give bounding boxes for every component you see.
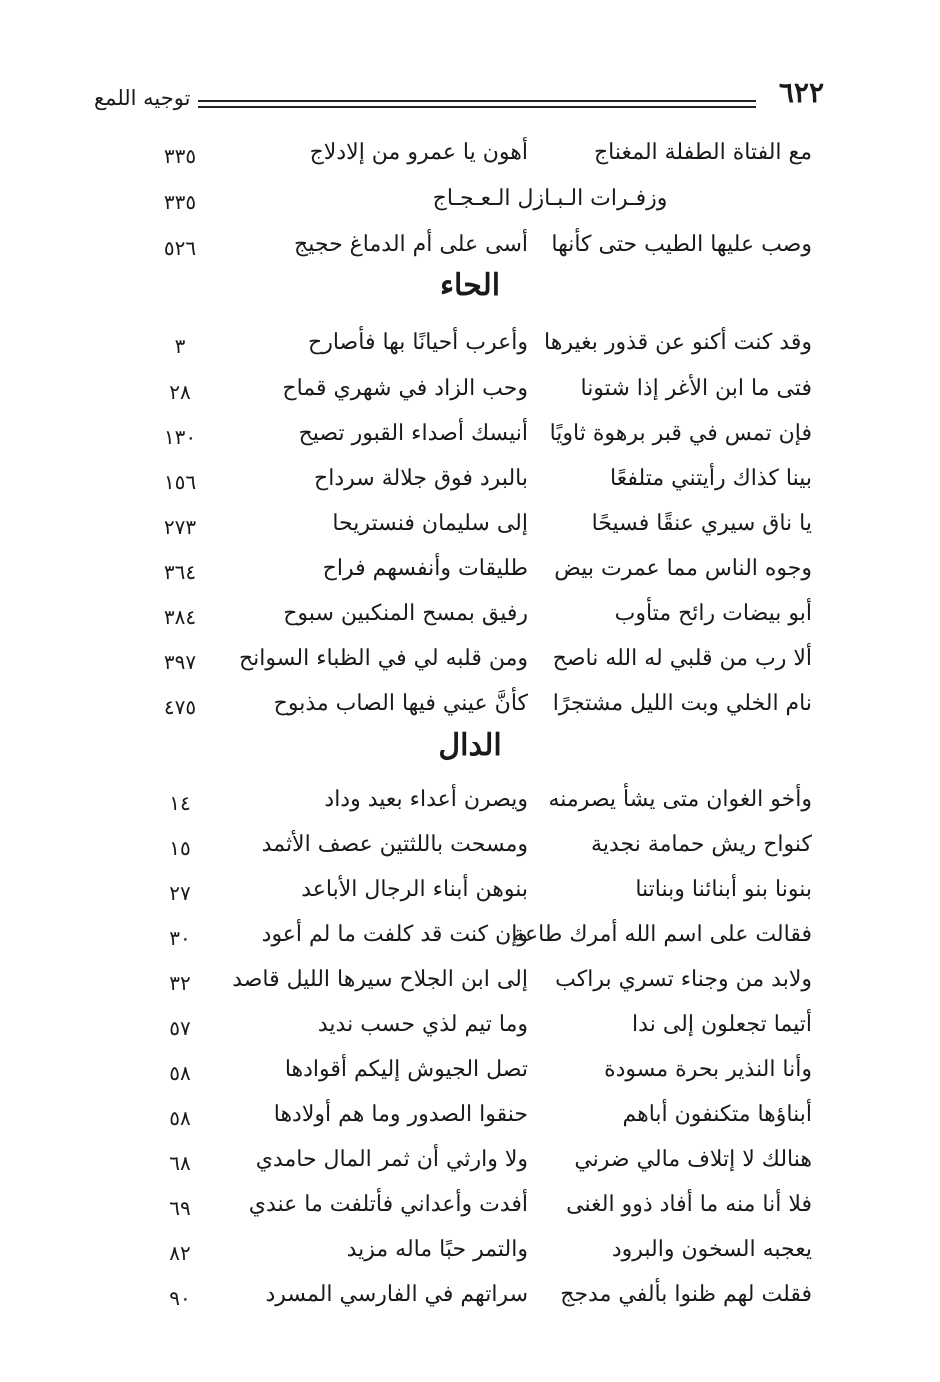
page-reference: ٢٨ [169, 380, 191, 404]
verse-second-hemistich: والتمر حبًا ماله مزيد [346, 1237, 528, 1262]
page-reference: ٣٣٥ [163, 144, 197, 168]
verse-row [0, 1192, 940, 1236]
verse-row [0, 832, 940, 876]
page-reference: ٣٢ [169, 971, 191, 995]
page-number: ٦٢٢ [778, 76, 824, 109]
verse-first-hemistich: بنونا بنو أبنائنا وبناتنا [635, 877, 812, 902]
verse-single-line: وزفـرات الـبـازل الـعـجـاج [432, 186, 668, 211]
verse-first-hemistich: أبو بيضات رائح متأوب [614, 601, 812, 626]
page-reference: ٣٠ [169, 926, 191, 950]
verse-row [0, 922, 940, 966]
verse-second-hemistich: إلى سليمان فنستريحا [332, 511, 528, 536]
verse-first-hemistich: وجوه الناس مما عمرت بيض [554, 556, 812, 581]
verse-second-hemistich: وإن كنت قد كلفت ما لم أعود [261, 922, 528, 947]
verse-first-hemistich: بينا كذاك رأيتني متلفعًا [610, 466, 812, 491]
verse-second-hemistich: ويصرن أعداء بعيد وداد [324, 787, 528, 812]
page-reference: ١٥ [169, 836, 191, 860]
page-reference: ٣ [174, 334, 186, 358]
verse-second-hemistich: طليقات وأنفسهم فراح [322, 556, 528, 581]
verse-row [0, 877, 940, 921]
header-rule [198, 100, 756, 108]
verse-row [0, 646, 940, 690]
verse-row [0, 1147, 940, 1191]
verse-first-hemistich: أتيما تجعلون إلى ندا [632, 1012, 812, 1037]
page-reference: ١٣٠ [163, 425, 197, 449]
verse-row [0, 1102, 940, 1146]
verse-first-hemistich: ولابد من وجناء تسري براكب [555, 967, 812, 992]
verse-second-hemistich: كأنَّ عيني فيها الصاب مذبوح [273, 691, 528, 716]
verse-second-hemistich: بنوهن أبناء الرجال الأباعد [301, 877, 528, 902]
verse-second-hemistich: ومسحت باللثتين عصف الأثمد [261, 832, 528, 857]
verse-row [0, 421, 940, 465]
verse-first-hemistich: هنالك لا إتلاف مالي ضرني [574, 1147, 812, 1172]
verse-row [0, 1012, 940, 1056]
verse-first-hemistich: وأخو الغوان متى يشأ يصرمنه [548, 787, 812, 812]
verse-row [0, 967, 940, 1011]
verse-row [0, 511, 940, 555]
book-title: توجيه اللمع [94, 86, 191, 110]
verse-second-hemistich: أفدت وأعداني فأتلفت ما عندي [248, 1192, 528, 1217]
verse-row [0, 376, 940, 420]
verse-second-hemistich: وحب الزاد في شهري قماح [282, 376, 528, 401]
verse-row [0, 601, 940, 645]
verse-second-hemistich: أهون يا عمرو من إلادلاج [309, 140, 528, 165]
verse-first-hemistich: فإن تمس في قبر برهوة ثاويًا [549, 421, 812, 446]
verse-second-hemistich: بالبرد فوق جلالة سرداح [314, 466, 528, 491]
verse-first-hemistich: نام الخلي وبت الليل مشتجرًا [552, 691, 812, 716]
page-reference: ١٤ [169, 791, 191, 815]
verse-first-hemistich: كنواح ريش حمامة نجدية [591, 832, 812, 857]
page-header [94, 76, 824, 116]
verse-second-hemistich: ومن قلبه لي في الظباء السوانح [238, 646, 528, 671]
section-title: الحاء [439, 268, 501, 303]
section-title: الدال [438, 728, 502, 763]
verse-row [0, 556, 940, 600]
page-reference: ٥٨ [169, 1061, 191, 1085]
page-reference: ٦٨ [169, 1151, 191, 1175]
verse-first-hemistich: فتى ما ابن الأغر إذا شتونا [580, 376, 812, 401]
verse-first-hemistich: فقلت لهم ظنوا بألفي مدجج [560, 1282, 812, 1307]
page-reference: ٥٧ [169, 1016, 191, 1040]
verse-row [0, 1237, 940, 1281]
verse-second-hemistich: وأعرب أحيانًا بها فأصارح [308, 330, 528, 355]
verse-second-hemistich: تصل الجيوش إليكم أقوادها [284, 1057, 528, 1082]
verse-second-hemistich: أنيسك أصداء القبور تصيح [298, 421, 528, 446]
verse-first-hemistich: وصب عليها الطيب حتى كأنها [551, 232, 812, 257]
page-reference: ٣٨٤ [163, 605, 197, 629]
page-reference: ٥٨ [169, 1106, 191, 1130]
verse-first-hemistich: مع الفتاة الطفلة المغناج [593, 140, 812, 165]
verse-row [0, 787, 940, 831]
page-reference: ٥٢٦ [163, 236, 197, 260]
verse-row [0, 186, 940, 230]
verse-row [0, 1282, 940, 1326]
verse-row [0, 330, 940, 374]
verse-second-hemistich: أسى على أم الدماغ حجيج [294, 232, 528, 257]
page-reference: ٨٢ [169, 1241, 191, 1265]
verse-first-hemistich: فقالت على اسم الله أمرك طاعة [513, 922, 812, 947]
page-reference: ٢٧٣ [163, 515, 197, 539]
page-reference: ٦٩ [169, 1196, 191, 1220]
verse-first-hemistich: أبناؤها متكنفون أباهم [622, 1102, 812, 1127]
page-reference: ١٥٦ [163, 470, 197, 494]
verse-row [0, 1057, 940, 1101]
verse-first-hemistich: يعجبه السخون والبرود [611, 1237, 812, 1262]
page-reference: ٣٦٤ [163, 560, 197, 584]
page-reference: ٤٧٥ [163, 695, 197, 719]
verse-first-hemistich: فلا أنا منه ما أفاد ذوو الغنى [566, 1192, 812, 1217]
verse-second-hemistich: ولا وارثي أن ثمر المال حامدي [255, 1147, 528, 1172]
verse-second-hemistich: إلى ابن الجلاح سيرها الليل قاصد [232, 967, 528, 992]
verse-first-hemistich: ألا رب من قلبي له الله ناصح [552, 646, 812, 671]
page-reference: ٣٩٧ [163, 650, 197, 674]
verse-first-hemistich: وقد كنت أكنو عن قذور بغيرها [544, 330, 812, 355]
verse-first-hemistich: يا ناق سيري عنقًا فسيحًا [591, 511, 812, 536]
verse-row [0, 140, 940, 184]
verse-second-hemistich: وما تيم لذي حسب نديد [317, 1012, 528, 1037]
verse-second-hemistich: سراتهم في الفارسي المسرد [265, 1282, 528, 1307]
verse-first-hemistich: وأنا النذير بحرة مسودة [604, 1057, 812, 1082]
page-reference: ٢٧ [169, 881, 191, 905]
verse-second-hemistich: حنقوا الصدور وما هم أولادها [273, 1102, 528, 1127]
page-reference: ٩٠ [169, 1286, 191, 1310]
verse-row [0, 466, 940, 510]
page-reference: ٣٣٥ [163, 190, 197, 214]
verse-second-hemistich: رفيق بمسح المنكبين سبوح [283, 601, 528, 626]
